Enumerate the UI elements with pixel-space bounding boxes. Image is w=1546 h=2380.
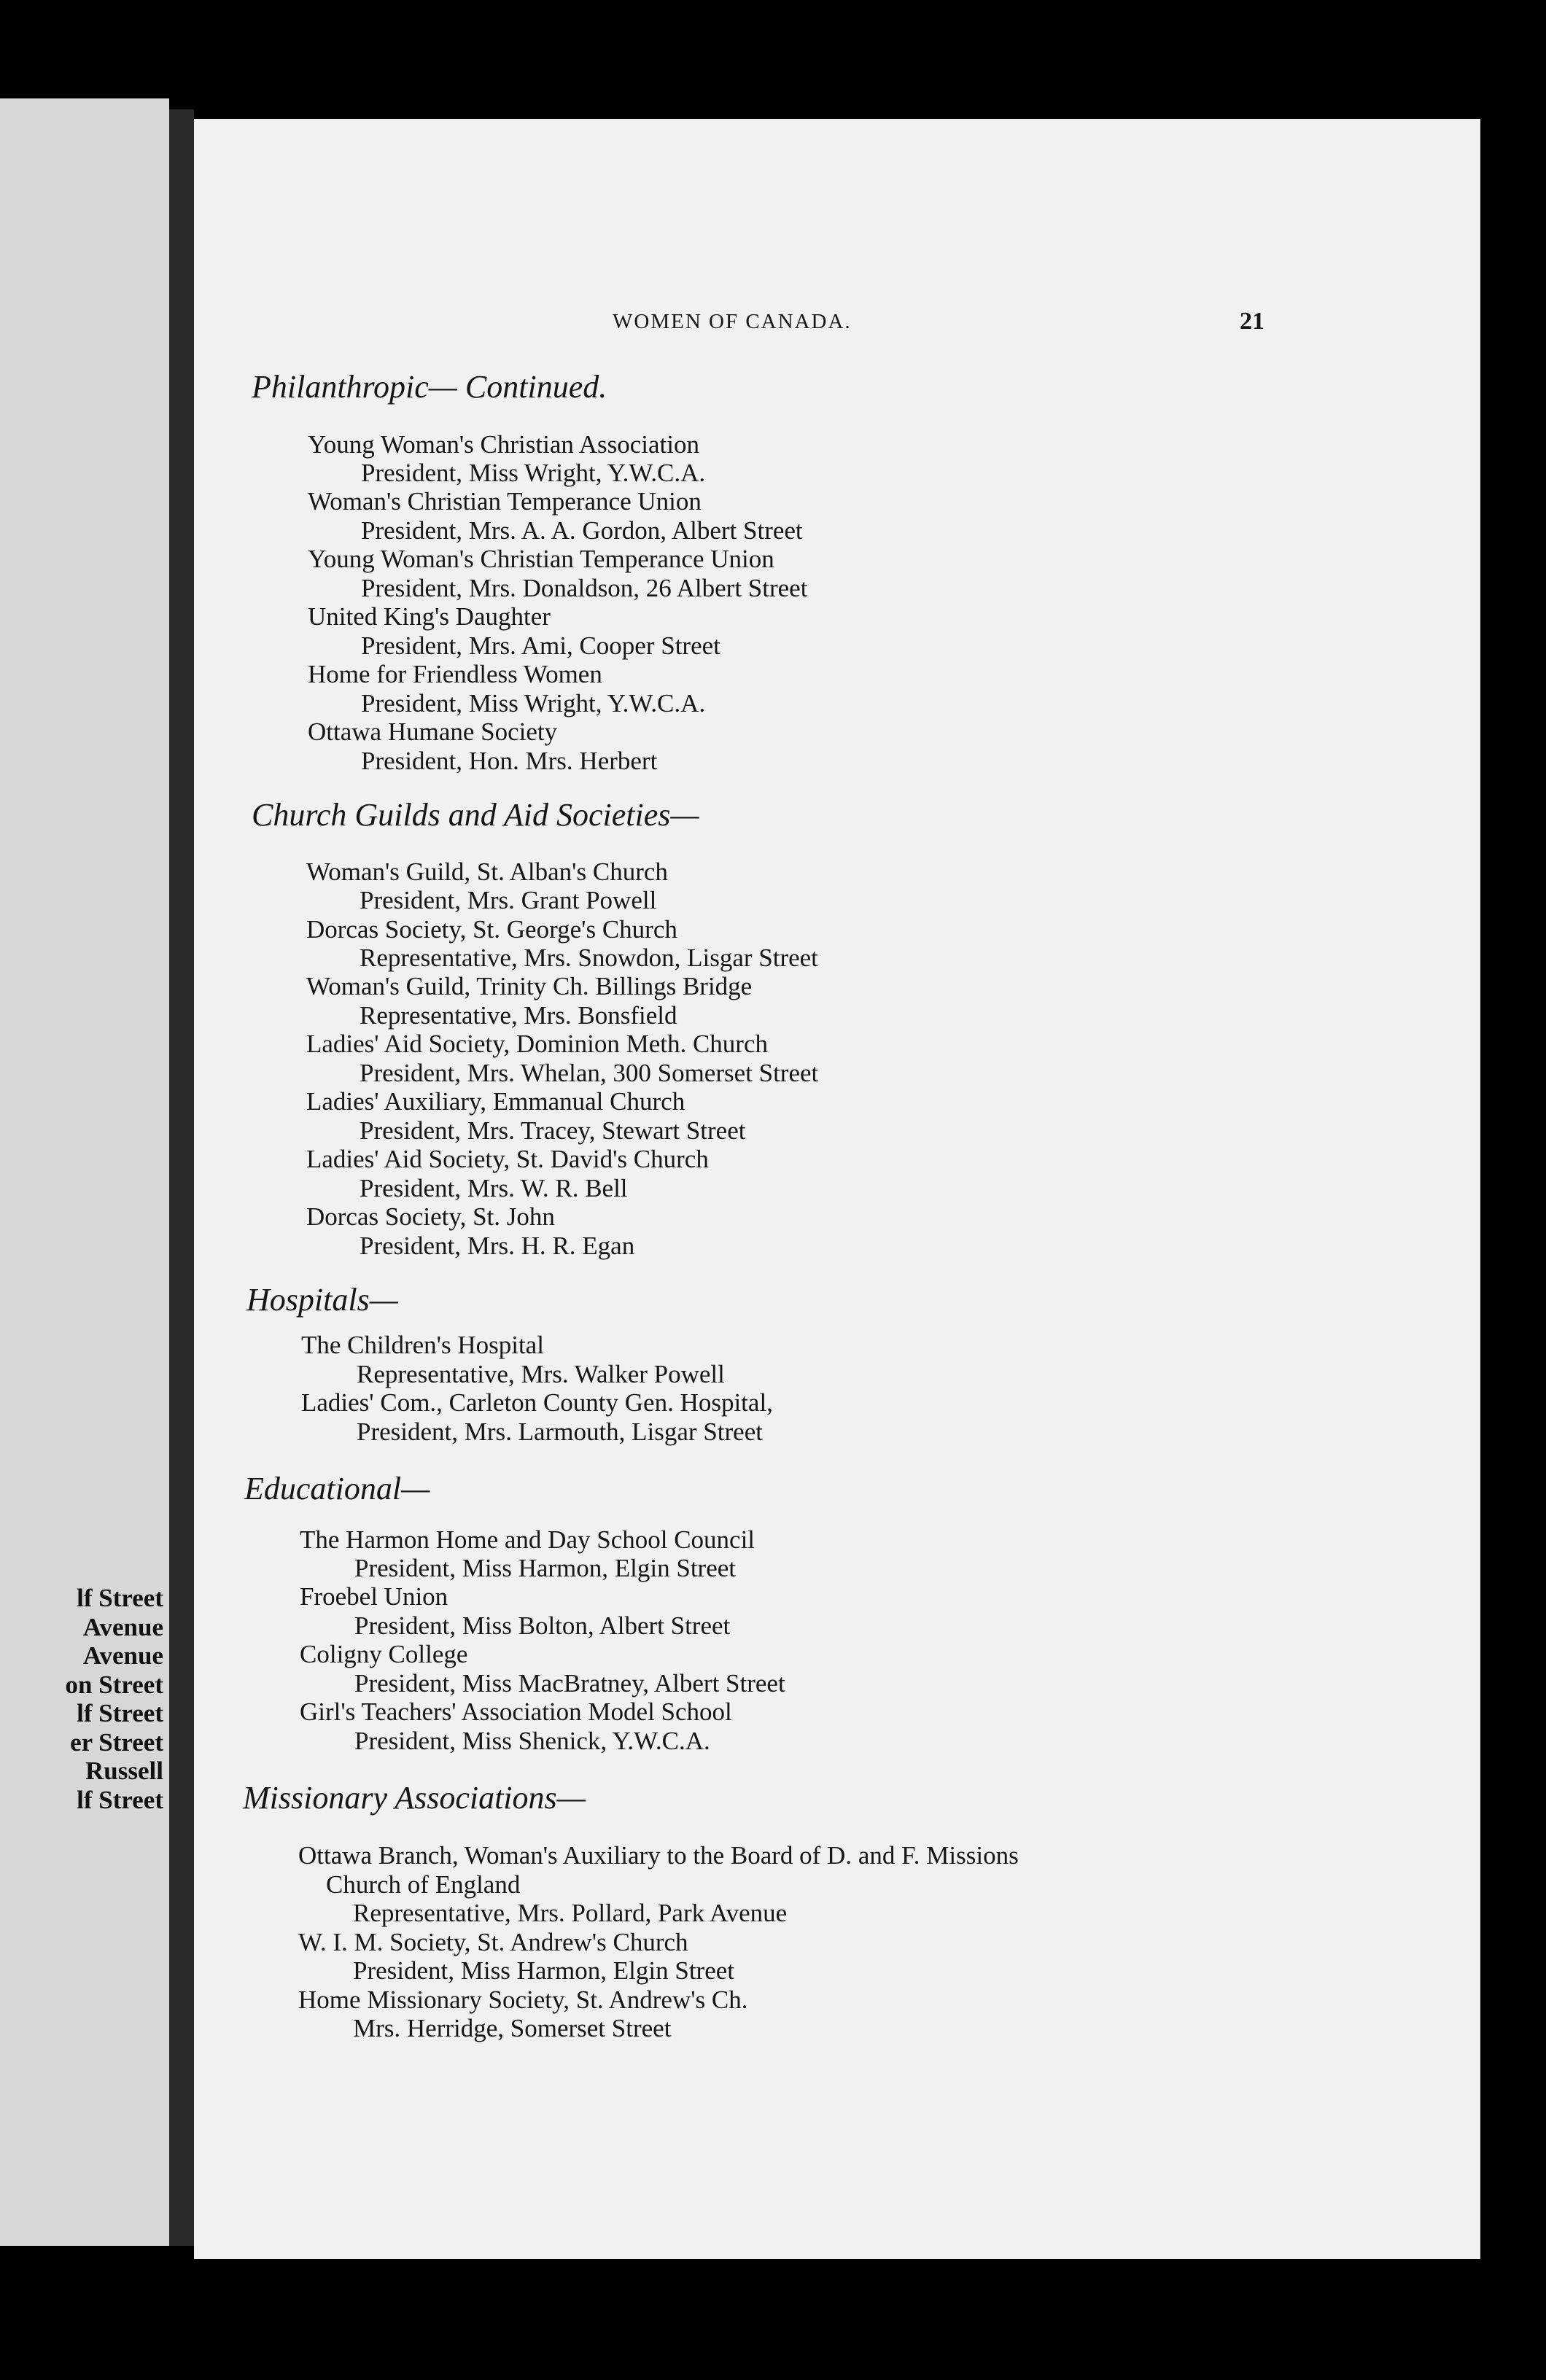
organization-line: Coligny College (300, 1640, 468, 1668)
book-spine (169, 109, 194, 2246)
officer-line: President, Mrs. Grant Powell (360, 886, 657, 914)
facing-page-line: on Street (65, 1671, 163, 1699)
facing-page-fragment (0, 98, 169, 2246)
section-heading: Church Guilds and Aid Societies— (252, 797, 699, 833)
organization-line: Dorcas Society, St. George's Church (306, 915, 677, 944)
organization-line: Ladies' Aid Society, St. David's Church (306, 1145, 709, 1173)
facing-page-line: lf Street (77, 1584, 163, 1612)
section-heading: Hospitals— (246, 1282, 398, 1318)
organization-line: United King's Daughter (308, 602, 551, 631)
organization-line: Ladies' Auxiliary, Emmanual Church (306, 1087, 685, 1116)
organization-line: Woman's Guild, St. Alban's Church (306, 858, 668, 886)
organization-line: The Children's Hospital (301, 1331, 544, 1359)
facing-page-line: Avenue (82, 1641, 163, 1670)
organization-line: Girl's Teachers' Association Model School (300, 1698, 732, 1726)
organization-line: Ladies' Aid Society, Dominion Meth. Church (306, 1030, 768, 1058)
officer-line: President, Miss Wright, Y.W.C.A. (361, 689, 706, 718)
officer-line: Representative, Mrs. Pollard, Park Avenue (353, 1899, 788, 1927)
officer-line: President, Miss Wright, Y.W.C.A. (361, 459, 706, 487)
officer-line: Representative, Mrs. Snowdon, Lisgar Street (360, 944, 818, 972)
page-number: 21 (1240, 308, 1265, 335)
officer-line: President, Miss Bolton, Albert Street (354, 1611, 731, 1640)
officer-line: President, Mrs. A. A. Gordon, Albert Street (361, 516, 803, 545)
organization-line: Young Woman's Christian Association (308, 430, 699, 459)
facing-page-line: lf Street (77, 1699, 163, 1727)
organization-line: Ottawa Branch, Woman's Auxiliary to the Board of D. and F. Missions (298, 1841, 1019, 1870)
organization-line: Ottawa Humane Society (308, 718, 558, 746)
organization-line: Woman's Christian Temperance Union (308, 487, 702, 516)
facing-page-line: Avenue (82, 1613, 163, 1641)
organization-line: W. I. M. Society, St. Andrew's Church (298, 1928, 688, 1956)
officer-line: President, Mrs. Whelan, 300 Somerset Street (360, 1059, 819, 1087)
officer-line: President, Hon. Mrs. Herbert (361, 747, 658, 775)
section-heading: Philanthropic— Continued. (252, 369, 607, 405)
officer-line: President, Mrs. Larmouth, Lisgar Street (357, 1418, 763, 1446)
officer-line: Representative, Mrs. Bonsfield (360, 1001, 677, 1030)
organization-line-continued: Church of England (326, 1870, 521, 1899)
organization-line: The Harmon Home and Day School Council (300, 1525, 755, 1554)
officer-line: President, Miss Shenick, Y.W.C.A. (354, 1727, 710, 1755)
officer-line: President, Mrs. Ami, Cooper Street (361, 631, 720, 660)
facing-page-line: lf Street (77, 1786, 163, 1814)
officer-line: Representative, Mrs. Walker Powell (357, 1360, 725, 1388)
facing-page-line: Russell (85, 1757, 163, 1785)
organization-line: Ladies' Com., Carleton County Gen. Hospital, (301, 1388, 773, 1417)
officer-line: President, Mrs. W. R. Bell (360, 1174, 628, 1202)
facing-page-line: er Street (70, 1728, 163, 1757)
organization-line: Froebel Union (300, 1582, 448, 1611)
organization-line: Home for Friendless Women (308, 660, 602, 688)
organization-line: Woman's Guild, Trinity Ch. Billings Bridge (306, 972, 753, 1000)
organization-line: Dorcas Society, St. John (306, 1202, 555, 1231)
organization-line: Home Missionary Society, St. Andrew's Ch. (298, 1986, 748, 2014)
officer-line: President, Miss Harmon, Elgin Street (354, 1554, 737, 1582)
officer-line: Mrs. Herridge, Somerset Street (353, 2014, 672, 2042)
officer-line: President, Mrs. Donaldson, 26 Albert Street (361, 574, 808, 602)
organization-line: Young Woman's Christian Temperance Union (308, 545, 774, 573)
section-heading: Educational— (244, 1471, 430, 1506)
officer-line: President, Mrs. H. R. Egan (360, 1232, 635, 1260)
officer-line: President, Miss Harmon, Elgin Street (353, 1956, 735, 1985)
running-head: WOMEN OF CANADA. (613, 310, 852, 333)
officer-line: President, Miss MacBratney, Albert Street (354, 1669, 785, 1698)
officer-line: President, Mrs. Tracey, Stewart Street (360, 1116, 746, 1145)
section-heading: Missionary Associations— (243, 1780, 586, 1816)
